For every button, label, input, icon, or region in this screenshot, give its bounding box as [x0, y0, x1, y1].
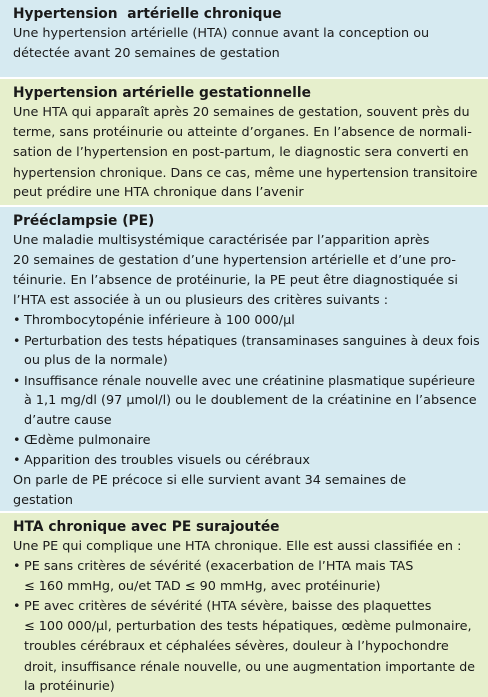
bullet-marker: •: [13, 559, 21, 574]
bullet-continuation-line: ou plus de la normale): [24, 353, 168, 369]
bullet-text: Apparition des troubles visuels ou cérébraux: [24, 453, 310, 469]
bullet-continuation-line: droit, insuffisance rénale nouvelle, ou une augmentation importante de: [24, 659, 475, 674]
bullet-marker: •: [13, 373, 21, 389]
text-line: Une hypertension artérielle (HTA) connue avant la conception ou: [13, 26, 430, 41]
bullet-item: [13, 311, 480, 331]
text-line: Une PE qui complique une HTA chronique. Elle est aussi classifiée en :: [13, 539, 462, 554]
bullet-text: Perturbation des tests hépatiques (transaminases sanguines à deux fois: [24, 333, 480, 349]
bullet-text: Œdème pulmonaire: [24, 433, 151, 449]
bullet-text: PE sans critères de sévérité (exacerbation de l’HTA mais TAS: [24, 559, 414, 574]
text-line: gestation: [13, 493, 74, 509]
section-chronic-hypertension: [0, 0, 488, 77]
bullet-item: [13, 331, 480, 351]
text-line: Une HTA qui apparaît après 20 semaines de gestation, souvent près du: [13, 105, 470, 121]
text-line: téinurie. En l’absence de protéinurie, la PE peut être diagnostiquée si: [13, 273, 458, 289]
section-gestational-hypertension: [0, 79, 488, 205]
bullet-continuation-line: ≤ 160 mmHg, ou/et TAD ≤ 90 mmHg, avec protéinurie): [24, 579, 381, 594]
section-preeclampsia: [0, 207, 488, 511]
bullet-text: Insuffisance rénale nouvelle avec une créatinine plasmatique supérieure: [24, 373, 475, 389]
text-line: peut prédire une HTA chronique dans l’avenir: [13, 185, 304, 201]
bullet-continuation-line: à 1,1 mg/dl (97 µmol/l) ou le doublement de la créatinine en l’absence: [24, 393, 477, 409]
bullet-continuation-line: ≤ 100 000/µl, perturbation des tests hépatiques, œdème pulmonaire,: [24, 619, 472, 634]
text-line: hypertension chronique. Dans ce cas, même une hypertension transitoire: [13, 165, 478, 181]
section-title: Hypertension artérielle chronique: [13, 6, 282, 22]
bullet-text: Thrombocytopénie inférieure à 100 000/µl: [24, 313, 295, 329]
text-line: Une maladie multisystémique caractérisée par l’apparition après: [13, 233, 430, 249]
text-line: On parle de PE précoce si elle survient avant 34 semaines de: [13, 473, 407, 489]
section-body: [13, 231, 480, 511]
section-chronic-hypertension-superimposed-pe: [0, 513, 488, 697]
bullet-item: [13, 451, 480, 471]
section-body: [13, 103, 480, 203]
section-title: Hypertension artérielle gestationnelle: [13, 85, 311, 102]
text-line: sation de l’hypertension en post-partum, le diagnostic sera converti en: [13, 145, 469, 161]
bullet-text: PE avec critères de sévérité (HTA sévère, baisse des plaquettes: [24, 599, 432, 614]
text-line: 20 semaines de gestation d’une hypertension artérielle et d’une pro-: [13, 253, 456, 269]
bullet-marker: •: [13, 333, 21, 349]
bullet-continuation-line: d’autre cause: [24, 413, 112, 429]
bullet-marker: •: [13, 313, 21, 329]
section-body: [13, 537, 480, 697]
bullet-marker: •: [13, 433, 21, 449]
section-body: [13, 24, 480, 64]
bullet-marker: •: [13, 599, 21, 614]
bullet-item: [13, 371, 480, 391]
section-title: Prééclampsie (PE): [13, 213, 155, 230]
bullet-continuation-line: la protéinurie): [24, 679, 115, 694]
bullet-continuation-line: troubles cérébraux et céphalées sévères, douleur à l’hypochondre: [24, 639, 449, 654]
bullet-marker: •: [13, 453, 21, 469]
bullet-item: [13, 431, 480, 451]
bullet-item: [13, 597, 480, 617]
section-title: HTA chronique avec PE surajoutée: [13, 519, 280, 535]
bullet-item: [13, 557, 480, 577]
text-line: terme, sans protéinurie ou atteinte d’organes. En l’absence de normali-: [13, 125, 472, 141]
text-line: l’HTA est associée à un ou plusieurs des critères suivants :: [13, 293, 389, 309]
text-line: détectée avant 20 semaines de gestation: [13, 46, 280, 61]
